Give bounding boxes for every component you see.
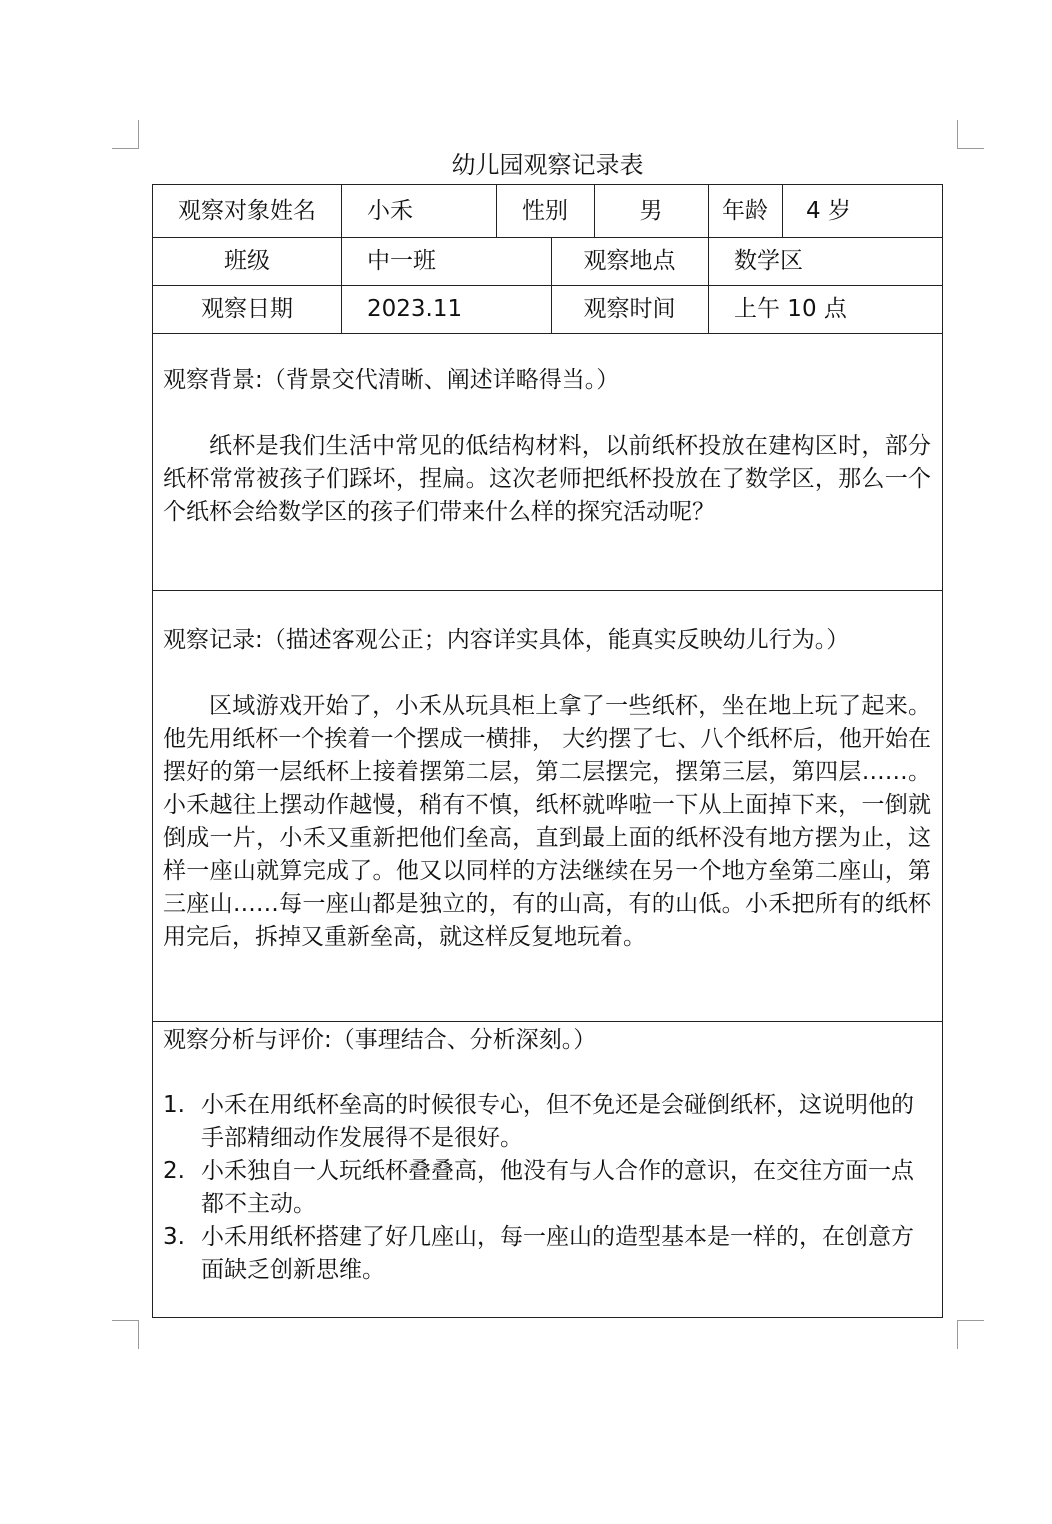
crop-mark-top-right [957, 120, 984, 149]
background-text: 纸杯是我们生活中常见的低结构材料，以前纸杯投放在建构区时，部分纸杯常常被孩子们踩坏，捏扁。这次老师把纸杯投放在了数学区，那么一个个纸杯会给数学区的孩子们带来什么样的探究活动呢？ [163, 433, 931, 525]
class-value: 中一班 [367, 248, 436, 274]
list-item-text: 小禾在用纸杯垒高的时候很专心，但不免还是会碰倒纸杯，这说明他的手部精细动作发展得不是很好。 [201, 1092, 914, 1151]
analysis-heading: 观察分析与评价:（事理结合、分析深刻。） [163, 1027, 597, 1053]
list-item-number: 3. [163, 1224, 185, 1250]
gender-label: 性别 [522, 198, 568, 224]
name-label: 观察对象姓名 [178, 198, 316, 224]
record-text: 区域游戏开始了，小禾从玩具柜上拿了一些纸杯，坐在地上玩了起来。他先用纸杯一个挨着一个摆成一横排， 大约摆了七、八个纸杯后，他开始在摆好的第一层纸杯上接着摆第二层，第二层摆完，摆第三层，第四层……。小禾越往上摆动作越慢，稍有不慎，纸杯就哗啦一下从上面掉下来，一倒就倒成一片，小禾又重新把他们垒高，直到最上面的纸杯没有地方摆为止，这样一座山就算完成了。他又以同样的方法继续在另一个地方垒第二座山，第三座山……每一座山都是独立的，有的山高，有的山低。小禾把所有的纸杯用完后，拆掉又重新垒高，就这样反复地玩着。 [163, 693, 931, 950]
age-value: 4 岁 [806, 198, 851, 224]
list-item-number: 2. [163, 1158, 185, 1184]
crop-mark-top-left [112, 120, 139, 149]
row-divider [153, 333, 942, 334]
page-title: 幼儿园观察记录表 [451, 151, 644, 179]
record-heading: 观察记录:（描述客观公正；内容详实具体，能真实反映幼儿行为。） [163, 627, 850, 653]
list-item-text: 小禾独自一人玩纸杯叠叠高，他没有与人合作的意识，在交往方面一点都不主动。 [201, 1158, 914, 1217]
crop-mark-bottom-left [112, 1320, 139, 1349]
section-divider [153, 1021, 942, 1022]
list-item [163, 1089, 935, 1155]
crop-mark-bottom-right [957, 1320, 984, 1349]
name-value: 小禾 [367, 198, 413, 224]
section-divider [153, 590, 942, 591]
gender-value: 男 [639, 198, 663, 224]
age-label: 年龄 [722, 198, 768, 224]
background-heading: 观察背景:（背景交代清晰、阐述详略得当。） [163, 367, 620, 393]
time-value: 上午 10 点 [734, 296, 847, 322]
list-item [163, 1221, 935, 1287]
observation-table [152, 184, 943, 1318]
date-value: 2023.11 [367, 296, 463, 322]
analysis-list [163, 1089, 935, 1287]
time-label: 观察时间 [583, 296, 676, 322]
list-item-number: 1. [163, 1092, 185, 1118]
class-label: 班级 [224, 248, 270, 274]
date-label: 观察日期 [201, 296, 293, 322]
list-item [163, 1155, 935, 1221]
list-item-text: 小禾用纸杯搭建了好几座山，每一座山的造型基本是一样的，在创意方面缺乏创新思维。 [201, 1224, 914, 1283]
place-value: 数学区 [734, 248, 803, 274]
place-label: 观察地点 [583, 248, 676, 274]
